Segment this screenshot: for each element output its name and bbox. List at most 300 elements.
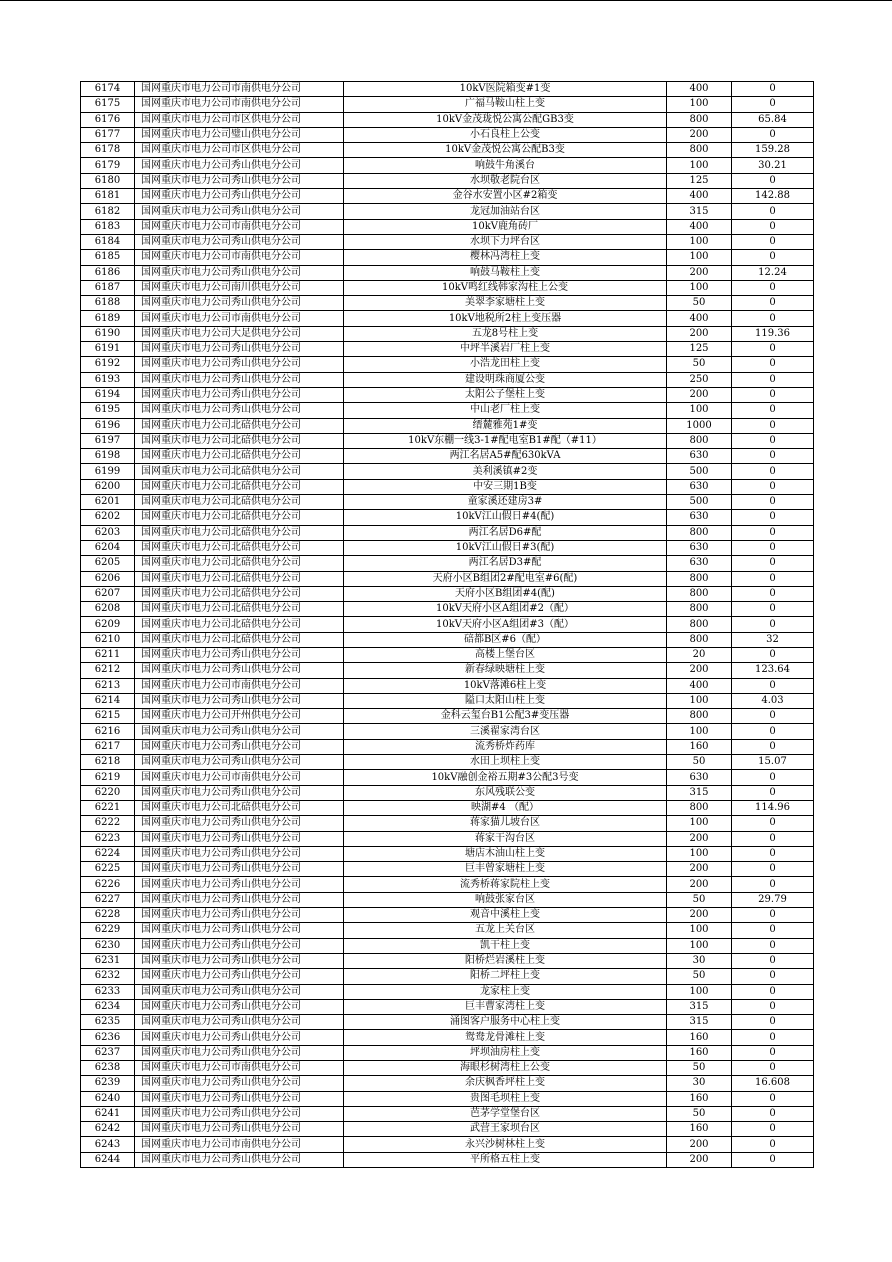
row-id-cell: 6241 xyxy=(81,1106,135,1121)
station-name-cell: 小石良柱上公变 xyxy=(344,127,667,142)
station-name-cell: 10kV江山假日#3(配) xyxy=(344,540,667,555)
table-row xyxy=(81,372,814,387)
station-name-cell: 童家溪还建房3# xyxy=(344,495,667,510)
table-row xyxy=(81,739,814,754)
capacity-cell: 400 xyxy=(667,219,732,234)
station-name-cell: 贵图毛坝柱上变 xyxy=(344,1091,667,1106)
company-cell: 国网重庆市电力公司秀山供电分公司 xyxy=(135,908,344,923)
company-cell: 国网重庆市电力公司秀山供电分公司 xyxy=(135,357,344,372)
capacity-cell: 50 xyxy=(667,1061,732,1076)
capacity-cell: 200 xyxy=(667,326,732,341)
station-name-cell: 10kV江山假日#4(配) xyxy=(344,510,667,525)
row-id-cell: 6200 xyxy=(81,479,135,494)
station-name-cell: 10kV金茂珑悦公寓公配GB3变 xyxy=(344,112,667,127)
value-cell: 0 xyxy=(732,846,814,861)
value-cell: 114.96 xyxy=(732,800,814,815)
value-cell: 0 xyxy=(732,418,814,433)
capacity-cell: 400 xyxy=(667,82,732,97)
station-name-cell: 建设明珠商厦公变 xyxy=(344,372,667,387)
capacity-cell: 800 xyxy=(667,800,732,815)
row-id-cell: 6198 xyxy=(81,449,135,464)
company-cell: 国网重庆市电力公司北碚供电分公司 xyxy=(135,617,344,632)
company-cell: 国网重庆市电力公司秀山供电分公司 xyxy=(135,816,344,831)
value-cell: 0 xyxy=(732,1015,814,1030)
table-row xyxy=(81,724,814,739)
table-row xyxy=(81,479,814,494)
company-cell: 国网重庆市电力公司秀山供电分公司 xyxy=(135,387,344,402)
company-cell: 国网重庆市电力公司市南供电分公司 xyxy=(135,82,344,97)
company-cell: 国网重庆市电力公司北碚供电分公司 xyxy=(135,464,344,479)
value-cell: 0 xyxy=(732,540,814,555)
value-cell: 142.88 xyxy=(732,189,814,204)
station-name-cell: 涌图客户服务中心柱上变 xyxy=(344,1015,667,1030)
station-name-cell: 塘店木油山柱上变 xyxy=(344,846,667,861)
capacity-cell: 500 xyxy=(667,464,732,479)
table-row xyxy=(81,525,814,540)
value-cell: 0 xyxy=(732,709,814,724)
capacity-cell: 630 xyxy=(667,510,732,525)
table-row xyxy=(81,495,814,510)
capacity-cell: 800 xyxy=(667,602,732,617)
capacity-cell: 100 xyxy=(667,724,732,739)
station-name-cell: 广福马鞍山柱上变 xyxy=(344,97,667,112)
row-id-cell: 6211 xyxy=(81,647,135,662)
company-cell: 国网重庆市电力公司秀山供电分公司 xyxy=(135,953,344,968)
capacity-cell: 200 xyxy=(667,265,732,280)
station-name-cell: 10kV医院箱变#1变 xyxy=(344,82,667,97)
row-id-cell: 6184 xyxy=(81,234,135,249)
station-name-cell: 巨丰曹家湾柱上变 xyxy=(344,999,667,1014)
row-id-cell: 6227 xyxy=(81,892,135,907)
company-cell: 国网重庆市电力公司璧山供电分公司 xyxy=(135,127,344,142)
company-cell: 国网重庆市电力公司北碚供电分公司 xyxy=(135,418,344,433)
value-cell: 123.64 xyxy=(732,663,814,678)
value-cell: 0 xyxy=(732,770,814,785)
row-id-cell: 6226 xyxy=(81,877,135,892)
value-cell: 0 xyxy=(732,296,814,311)
company-cell: 国网重庆市电力公司秀山供电分公司 xyxy=(135,663,344,678)
station-name-cell: 中山老厂柱上变 xyxy=(344,403,667,418)
table-row xyxy=(81,999,814,1014)
row-id-cell: 6176 xyxy=(81,112,135,127)
company-cell: 国网重庆市电力公司北碚供电分公司 xyxy=(135,571,344,586)
capacity-cell: 50 xyxy=(667,1106,732,1121)
row-id-cell: 6233 xyxy=(81,984,135,999)
row-id-cell: 6215 xyxy=(81,709,135,724)
company-cell: 国网重庆市电力公司秀山供电分公司 xyxy=(135,892,344,907)
station-name-cell: 水坝下力坪台区 xyxy=(344,234,667,249)
station-name-cell: 10kV东棚一线3-1#配电室B1#配（#11） xyxy=(344,433,667,448)
row-id-cell: 6237 xyxy=(81,1045,135,1060)
value-cell: 0 xyxy=(732,739,814,754)
row-id-cell: 6181 xyxy=(81,189,135,204)
row-id-cell: 6229 xyxy=(81,923,135,938)
capacity-cell: 50 xyxy=(667,357,732,372)
capacity-cell: 400 xyxy=(667,311,732,326)
table-row xyxy=(81,831,814,846)
table-row xyxy=(81,1030,814,1045)
capacity-cell: 630 xyxy=(667,449,732,464)
table-row xyxy=(81,953,814,968)
value-cell: 0 xyxy=(732,387,814,402)
capacity-cell: 200 xyxy=(667,831,732,846)
row-id-cell: 6199 xyxy=(81,464,135,479)
capacity-cell: 315 xyxy=(667,1015,732,1030)
capacity-cell: 200 xyxy=(667,908,732,923)
capacity-cell: 100 xyxy=(667,403,732,418)
table-row xyxy=(81,571,814,586)
row-id-cell: 6191 xyxy=(81,342,135,357)
capacity-cell: 630 xyxy=(667,540,732,555)
station-name-cell: 海眼杉树湾柱上公变 xyxy=(344,1061,667,1076)
capacity-cell: 315 xyxy=(667,999,732,1014)
station-name-cell: 两江名居A5#配630kVA xyxy=(344,449,667,464)
row-id-cell: 6232 xyxy=(81,969,135,984)
capacity-cell: 800 xyxy=(667,143,732,158)
capacity-cell: 30 xyxy=(667,1076,732,1091)
station-name-cell: 美利溪镇#2变 xyxy=(344,464,667,479)
row-id-cell: 6208 xyxy=(81,602,135,617)
value-cell: 159.28 xyxy=(732,143,814,158)
value-cell: 0 xyxy=(732,953,814,968)
station-name-cell: 10kV融创金裕五期#3公配3号变 xyxy=(344,770,667,785)
row-id-cell: 6193 xyxy=(81,372,135,387)
row-id-cell: 6240 xyxy=(81,1091,135,1106)
table-row xyxy=(81,234,814,249)
value-cell: 0 xyxy=(732,969,814,984)
station-name-cell: 阳桥烂岩溪柱上变 xyxy=(344,953,667,968)
capacity-cell: 100 xyxy=(667,846,732,861)
row-id-cell: 6197 xyxy=(81,433,135,448)
station-name-cell: 金谷水安置小区#2箱变 xyxy=(344,189,667,204)
company-cell: 国网重庆市电力公司秀山供电分公司 xyxy=(135,296,344,311)
row-id-cell: 6218 xyxy=(81,755,135,770)
row-id-cell: 6201 xyxy=(81,495,135,510)
row-id-cell: 6183 xyxy=(81,219,135,234)
table-row xyxy=(81,1106,814,1121)
table-row xyxy=(81,418,814,433)
company-cell: 国网重庆市电力公司市南供电分公司 xyxy=(135,250,344,265)
capacity-cell: 1000 xyxy=(667,418,732,433)
table-row xyxy=(81,602,814,617)
table-row xyxy=(81,632,814,647)
value-cell: 0 xyxy=(732,617,814,632)
company-cell: 国网重庆市电力公司秀山供电分公司 xyxy=(135,724,344,739)
capacity-cell: 100 xyxy=(667,280,732,295)
table-row xyxy=(81,938,814,953)
table-row xyxy=(81,800,814,815)
company-cell: 国网重庆市电力公司秀山供电分公司 xyxy=(135,204,344,219)
company-cell: 国网重庆市电力公司秀山供电分公司 xyxy=(135,862,344,877)
row-id-cell: 6223 xyxy=(81,831,135,846)
company-cell: 国网重庆市电力公司市南供电分公司 xyxy=(135,770,344,785)
station-name-cell: 天府小区B组团#4(配) xyxy=(344,586,667,601)
row-id-cell: 6194 xyxy=(81,387,135,402)
table-row xyxy=(81,357,814,372)
value-cell: 0 xyxy=(732,357,814,372)
company-cell: 国网重庆市电力公司秀山供电分公司 xyxy=(135,647,344,662)
table-row xyxy=(81,693,814,708)
value-cell: 0 xyxy=(732,1045,814,1060)
company-cell: 国网重庆市电力公司北碚供电分公司 xyxy=(135,540,344,555)
row-id-cell: 6221 xyxy=(81,800,135,815)
capacity-cell: 400 xyxy=(667,189,732,204)
station-name-cell: 阳桥二坪柱上变 xyxy=(344,969,667,984)
table-row xyxy=(81,1015,814,1030)
table-row xyxy=(81,984,814,999)
value-cell: 119.36 xyxy=(732,326,814,341)
station-name-cell: 碚都B区#6（配） xyxy=(344,632,667,647)
station-name-cell: 两江名居D6#配 xyxy=(344,525,667,540)
value-cell: 0 xyxy=(732,495,814,510)
station-name-cell: 新春绿映塘柱上变 xyxy=(344,663,667,678)
table-row xyxy=(81,464,814,479)
capacity-cell: 200 xyxy=(667,862,732,877)
value-cell: 29.79 xyxy=(732,892,814,907)
capacity-cell: 315 xyxy=(667,204,732,219)
station-name-cell: 水坝敬老院台区 xyxy=(344,173,667,188)
value-cell: 0 xyxy=(732,525,814,540)
row-id-cell: 6204 xyxy=(81,540,135,555)
value-cell: 16.608 xyxy=(732,1076,814,1091)
value-cell: 0 xyxy=(732,647,814,662)
table-row xyxy=(81,969,814,984)
capacity-cell: 125 xyxy=(667,342,732,357)
row-id-cell: 6188 xyxy=(81,296,135,311)
value-cell: 0 xyxy=(732,602,814,617)
row-id-cell: 6224 xyxy=(81,846,135,861)
station-name-cell: 映湖#4 （配） xyxy=(344,800,667,815)
station-name-cell: 10kV天府小区A组团#3（配） xyxy=(344,617,667,632)
company-cell: 国网重庆市电力公司市南供电分公司 xyxy=(135,97,344,112)
row-id-cell: 6210 xyxy=(81,632,135,647)
table-row xyxy=(81,189,814,204)
station-name-cell: 美翠李家塘柱上变 xyxy=(344,296,667,311)
capacity-cell: 200 xyxy=(667,387,732,402)
company-cell: 国网重庆市电力公司北碚供电分公司 xyxy=(135,602,344,617)
value-cell: 0 xyxy=(732,311,814,326)
value-cell: 0 xyxy=(732,97,814,112)
value-cell: 15.07 xyxy=(732,755,814,770)
company-cell: 国网重庆市电力公司秀山供电分公司 xyxy=(135,739,344,754)
row-id-cell: 6217 xyxy=(81,739,135,754)
station-name-cell: 五龙上关台区 xyxy=(344,923,667,938)
table-row xyxy=(81,143,814,158)
capacity-cell: 100 xyxy=(667,97,732,112)
row-id-cell: 6222 xyxy=(81,816,135,831)
value-cell: 0 xyxy=(732,250,814,265)
table-row xyxy=(81,586,814,601)
station-name-cell: 永兴沙树林柱上变 xyxy=(344,1137,667,1152)
row-id-cell: 6196 xyxy=(81,418,135,433)
row-id-cell: 6230 xyxy=(81,938,135,953)
value-cell: 0 xyxy=(732,433,814,448)
capacity-cell: 160 xyxy=(667,1030,732,1045)
capacity-cell: 100 xyxy=(667,938,732,953)
value-cell: 0 xyxy=(732,1152,814,1167)
company-cell: 国网重庆市电力公司北碚供电分公司 xyxy=(135,586,344,601)
table-row xyxy=(81,663,814,678)
value-cell: 0 xyxy=(732,862,814,877)
value-cell: 0 xyxy=(732,82,814,97)
company-cell: 国网重庆市电力公司秀山供电分公司 xyxy=(135,785,344,800)
table-row xyxy=(81,1137,814,1152)
table-row xyxy=(81,846,814,861)
row-id-cell: 6186 xyxy=(81,265,135,280)
value-cell: 0 xyxy=(732,923,814,938)
table-row xyxy=(81,219,814,234)
company-cell: 国网重庆市电力公司秀山供电分公司 xyxy=(135,1106,344,1121)
station-name-cell: 五龙8号柱上变 xyxy=(344,326,667,341)
company-cell: 国网重庆市电力公司秀山供电分公司 xyxy=(135,938,344,953)
table-row xyxy=(81,387,814,402)
table-row xyxy=(81,1152,814,1167)
row-id-cell: 6214 xyxy=(81,693,135,708)
station-name-cell: 余庆枫香坪柱上变 xyxy=(344,1076,667,1091)
table-row xyxy=(81,510,814,525)
company-cell: 国网重庆市电力公司北碚供电分公司 xyxy=(135,556,344,571)
value-cell: 0 xyxy=(732,724,814,739)
company-cell: 国网重庆市电力公司市南供电分公司 xyxy=(135,311,344,326)
capacity-cell: 50 xyxy=(667,969,732,984)
row-id-cell: 6179 xyxy=(81,158,135,173)
value-cell: 0 xyxy=(732,204,814,219)
value-cell: 0 xyxy=(732,403,814,418)
table-row xyxy=(81,862,814,877)
station-name-cell: 响鼓马鞍柱上变 xyxy=(344,265,667,280)
table-row xyxy=(81,403,814,418)
row-id-cell: 6189 xyxy=(81,311,135,326)
station-name-cell: 东风残联公变 xyxy=(344,785,667,800)
capacity-cell: 160 xyxy=(667,1045,732,1060)
value-cell: 30.21 xyxy=(732,158,814,173)
station-name-cell: 响鼓张家台区 xyxy=(344,892,667,907)
value-cell: 0 xyxy=(732,280,814,295)
company-cell: 国网重庆市电力公司秀山供电分公司 xyxy=(135,158,344,173)
company-cell: 国网重庆市电力公司北碚供电分公司 xyxy=(135,632,344,647)
data-table xyxy=(80,81,814,1168)
company-cell: 国网重庆市电力公司北碚供电分公司 xyxy=(135,525,344,540)
station-name-cell: 樱林冯湾柱上变 xyxy=(344,250,667,265)
value-cell: 0 xyxy=(732,127,814,142)
table-row xyxy=(81,908,814,923)
company-cell: 国网重庆市电力公司市南供电分公司 xyxy=(135,678,344,693)
station-name-cell: 龙冠加油站台区 xyxy=(344,204,667,219)
row-id-cell: 6234 xyxy=(81,999,135,1014)
capacity-cell: 400 xyxy=(667,678,732,693)
table-row xyxy=(81,1076,814,1091)
row-id-cell: 6228 xyxy=(81,908,135,923)
capacity-cell: 100 xyxy=(667,984,732,999)
table-row xyxy=(81,97,814,112)
table-row xyxy=(81,127,814,142)
station-name-cell: 10kV鸣红线韩家沟柱上公变 xyxy=(344,280,667,295)
row-id-cell: 6238 xyxy=(81,1061,135,1076)
company-cell: 国网重庆市电力公司秀山供电分公司 xyxy=(135,1076,344,1091)
table-row xyxy=(81,433,814,448)
value-cell: 0 xyxy=(732,831,814,846)
value-cell: 0 xyxy=(732,785,814,800)
capacity-cell: 800 xyxy=(667,617,732,632)
station-name-cell: 天府小区B组团2#配电室#6(配) xyxy=(344,571,667,586)
row-id-cell: 6231 xyxy=(81,953,135,968)
table-row xyxy=(81,816,814,831)
row-id-cell: 6244 xyxy=(81,1152,135,1167)
table-row xyxy=(81,755,814,770)
company-cell: 国网重庆市电力公司秀山供电分公司 xyxy=(135,923,344,938)
station-name-cell: 金科云玺台B1公配3#变压器 xyxy=(344,709,667,724)
table-row xyxy=(81,877,814,892)
table-row xyxy=(81,296,814,311)
table-row xyxy=(81,265,814,280)
row-id-cell: 6182 xyxy=(81,204,135,219)
value-cell: 0 xyxy=(732,464,814,479)
value-cell: 0 xyxy=(732,1091,814,1106)
company-cell: 国网重庆市电力公司北碚供电分公司 xyxy=(135,479,344,494)
table-row xyxy=(81,1061,814,1076)
value-cell: 12.24 xyxy=(732,265,814,280)
station-name-cell: 10kV金茂悦公寓公配B3变 xyxy=(344,143,667,158)
capacity-cell: 100 xyxy=(667,923,732,938)
station-name-cell: 流秀桥蒋家院柱上变 xyxy=(344,877,667,892)
station-name-cell: 隘口太阳山柱上变 xyxy=(344,693,667,708)
company-cell: 国网重庆市电力公司秀山供电分公司 xyxy=(135,1030,344,1045)
capacity-cell: 200 xyxy=(667,663,732,678)
company-cell: 国网重庆市电力公司北碚供电分公司 xyxy=(135,495,344,510)
row-id-cell: 6225 xyxy=(81,862,135,877)
station-name-cell: 水田上坝柱上变 xyxy=(344,755,667,770)
capacity-cell: 800 xyxy=(667,112,732,127)
table-row xyxy=(81,449,814,464)
capacity-cell: 100 xyxy=(667,693,732,708)
value-cell: 0 xyxy=(732,1122,814,1137)
station-name-cell: 鸳鸯龙骨滩柱上变 xyxy=(344,1030,667,1045)
value-cell: 32 xyxy=(732,632,814,647)
value-cell: 0 xyxy=(732,984,814,999)
capacity-cell: 50 xyxy=(667,892,732,907)
station-name-cell: 中安三期1B变 xyxy=(344,479,667,494)
table-row xyxy=(81,311,814,326)
table-row xyxy=(81,326,814,341)
company-cell: 国网重庆市电力公司大足供电分公司 xyxy=(135,326,344,341)
capacity-cell: 50 xyxy=(667,296,732,311)
company-cell: 国网重庆市电力公司市南供电分公司 xyxy=(135,1061,344,1076)
table-body xyxy=(81,82,814,1168)
table-row xyxy=(81,1045,814,1060)
value-cell: 0 xyxy=(732,586,814,601)
table-row xyxy=(81,892,814,907)
capacity-cell: 50 xyxy=(667,755,732,770)
table-row xyxy=(81,556,814,571)
capacity-cell: 500 xyxy=(667,495,732,510)
station-name-cell: 平所格五柱上变 xyxy=(344,1152,667,1167)
value-cell: 0 xyxy=(732,999,814,1014)
value-cell: 0 xyxy=(732,816,814,831)
capacity-cell: 125 xyxy=(667,173,732,188)
value-cell: 0 xyxy=(732,1030,814,1045)
company-cell: 国网重庆市电力公司开州供电分公司 xyxy=(135,709,344,724)
table-row xyxy=(81,678,814,693)
row-id-cell: 6203 xyxy=(81,525,135,540)
value-cell: 0 xyxy=(732,234,814,249)
row-id-cell: 6178 xyxy=(81,143,135,158)
company-cell: 国网重庆市电力公司北碚供电分公司 xyxy=(135,433,344,448)
value-cell: 0 xyxy=(732,877,814,892)
value-cell: 0 xyxy=(732,571,814,586)
station-name-cell: 蒋家猫儿坡台区 xyxy=(344,816,667,831)
company-cell: 国网重庆市电力公司秀山供电分公司 xyxy=(135,999,344,1014)
value-cell: 0 xyxy=(732,908,814,923)
